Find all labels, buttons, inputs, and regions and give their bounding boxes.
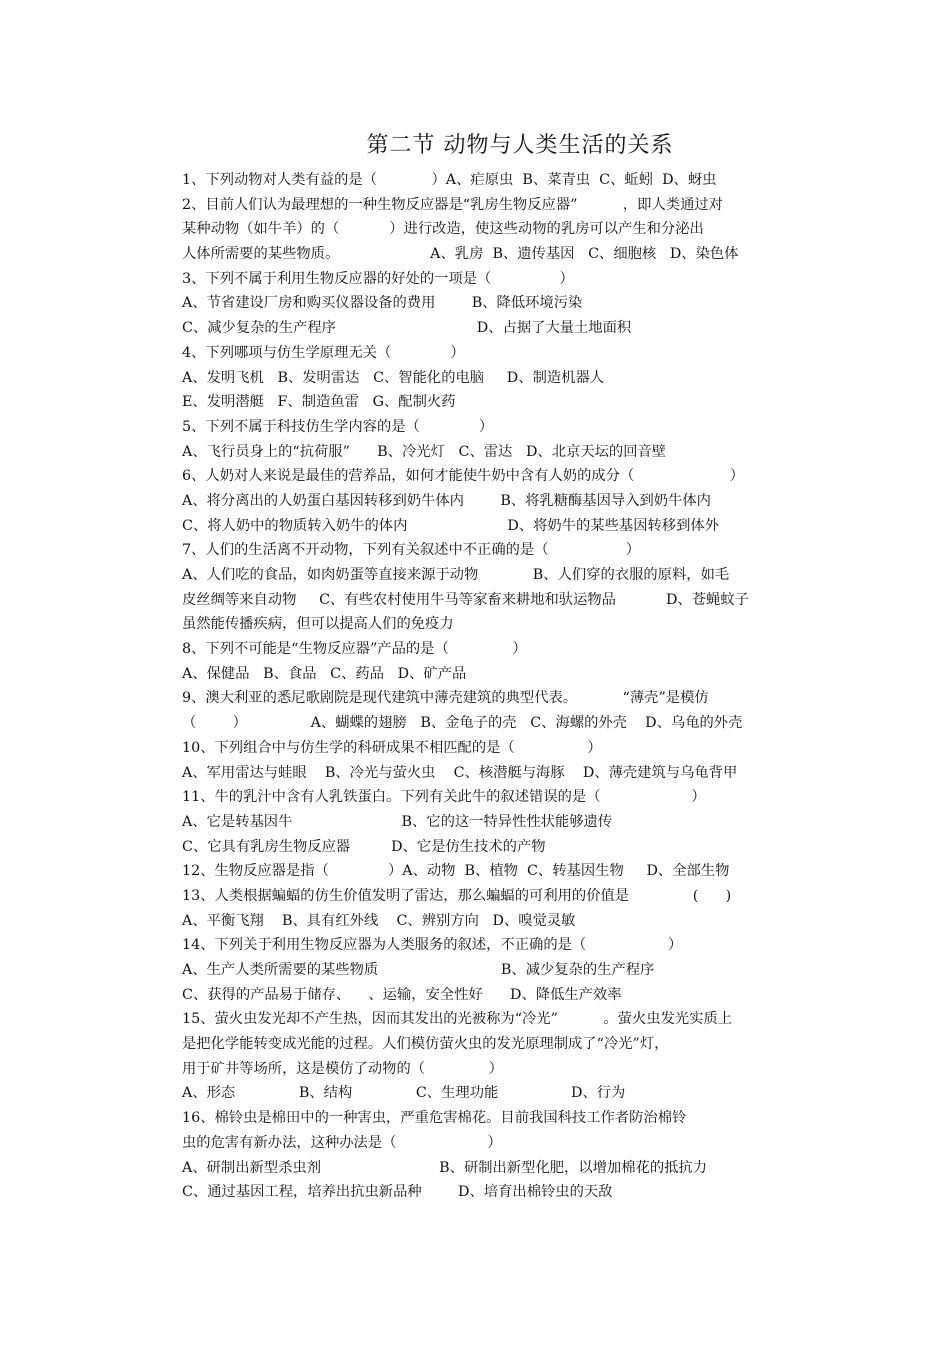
text-line: 虽然能传播疾病，但可以提高人们的免疫力: [182, 616, 454, 633]
text-line: A、它是转基因牛 B、它的这一特异性性状能够遗传: [182, 813, 613, 830]
text-line: C、获得的产品易于储存、 、运输，安全性好 D、降低生产效率: [182, 986, 622, 1003]
text-line: （ ） A、蝴蝶的翅膀 B、金龟子的壳 C、海螺的外壳 D、乌龟的外壳: [182, 715, 743, 732]
page-title: 第二节 动物与人类生活的关系: [366, 133, 674, 158]
text-line: 8、下列不可能是“生物反应器”产品的是（ ）: [182, 641, 527, 658]
text-line: A、军用雷达与蛙眼 B、冷光与萤火虫 C、核潜艇与海豚 D、薄壳建筑与乌龟背甲: [182, 764, 738, 781]
text-line: 4、下列哪项与仿生学原理无关（ ）: [182, 344, 465, 361]
text-line: 7、人们的生活离不开动物，下列有关叙述中不正确的是（ ）: [182, 542, 641, 559]
text-line: 15、萤火虫发光却不产生热，因而其发出的光被称为“冷光” 。萤火虫发光实质上: [182, 1011, 733, 1028]
text-line: A、将分离出的人奶蛋白基因转移到奶牛体内 B、将乳糖酶基因导入到奶牛体内: [182, 492, 711, 509]
text-line: A、发明飞机 B、发明雷达 C、智能化的电脑 D、制造机器人: [182, 369, 605, 386]
text-line: A、平衡飞翔 B、具有红外线 C、辨别方向 D、嗅觉灵敏: [182, 912, 576, 929]
text-line: 某种动物（如牛羊）的（ ）进行改造，使这些动物的乳房可以产生和分泌出: [182, 221, 704, 238]
text-line: A、研制出新型杀虫剂 B、研制出新型化肥，以增加棉花的抵抗力: [182, 1159, 708, 1176]
text-line: 14、下列关于利用生物反应器为人类服务的叙述，不正确的是（ ）: [182, 937, 683, 954]
text-line: 2、目前人们认为最理想的一种生物反应器是“乳房生物反应器” ，即人类通过对: [182, 196, 723, 213]
text-line: A、生产人类所需要的某些物质 B、减少复杂的生产程序: [182, 962, 655, 978]
text-line: 皮丝绸等来自动物 C、有些农村使用牛马等家畜来耕地和驮运物品 D、苍蝇蚊子: [182, 591, 749, 608]
text-line: 5、下列不属于科技仿生学内容的是（ ）: [182, 418, 494, 435]
text-line: 用于矿井等场所，这是模仿了动物的（ ）: [182, 1060, 503, 1077]
text-line: 13、人类根据蝙蝠的仿生价值发明了雷达，那么蝙蝠的可利用的价值是 ( ): [182, 887, 732, 904]
text-line: 人体所需要的某些物质。 A、乳房 B、遗传基因 C、细胞核 D、染色体: [182, 246, 739, 263]
text-line: 6、人奶对人来说是最佳的营养品，如何才能使牛奶中含有人奶的成分（ ）: [182, 468, 745, 485]
text-line: 9、澳大利亚的悉尼歌剧院是现代建筑中薄壳建筑的典型代表。 “薄壳”是模仿: [182, 690, 709, 707]
text-line: 10、下列组合中与仿生学的科研成果不相匹配的是（ ）: [182, 739, 602, 756]
text-line: A、人们吃的食品，如肉奶蛋等直接来源于动物 B、人们穿的衣服的原料，如毛: [182, 567, 730, 583]
text-line: 11、牛的乳汁中含有人乳铁蛋白。下列有关此牛的叙述错误的是（ ）: [182, 789, 706, 806]
text-line: A、节省建设厂房和购买仪器设备的费用 B、降低环境污染: [182, 295, 583, 312]
text-line: A、保健品 B、食品 C、药品 D、矿产品: [182, 665, 467, 682]
question-list: [182, 168, 782, 1205]
text-line: A、飞行员身上的“抗荷服” B、冷光灯 C、雷达 D、北京天坛的回音壁: [182, 443, 667, 460]
text-line: 16、棉铃虫是棉田中的一种害虫，严重危害棉花。目前我国科技工作者防治棉铃: [182, 1110, 687, 1127]
text-line: 12、生物反应器是指（ ）A、动物 B、植物 C、转基因生物 D、全部生物: [182, 863, 730, 880]
text-line: 是把化学能转变成光能的过程。人们模仿萤火虫的发光原理制成了“冷光”灯，: [182, 1036, 669, 1053]
text-line: C、它具有乳房生物反应器 D、它是仿生技术的产物: [182, 838, 546, 855]
text-line: E、发明潜艇 F、制造鱼雷 G、配制火药: [182, 394, 456, 411]
text-line: C、将人奶中的物质转入奶牛的体内 D、将奶牛的某些基因转移到体外: [182, 517, 719, 534]
text-line: C、通过基因工程，培养出抗虫新品种 D、培育出棉铃虫的天敌: [182, 1184, 613, 1201]
text-line: C、减少复杂的生产程序 D、占据了大量土地面积: [182, 320, 632, 337]
text-line: A、形态 B、结构 C、生理功能 D、行为: [182, 1085, 626, 1102]
text-line: 1、下列动物对人类有益的是（ ）A、疟原虫 B、菜青虫 C、蚯蚓 D、蚜虫: [182, 172, 717, 188]
text-line: 3、下列不属于利用生物反应器的好处的一项是（ ）: [182, 270, 574, 287]
text-line: 虫的危害有新办法，这种办法是（ ）: [182, 1134, 502, 1151]
